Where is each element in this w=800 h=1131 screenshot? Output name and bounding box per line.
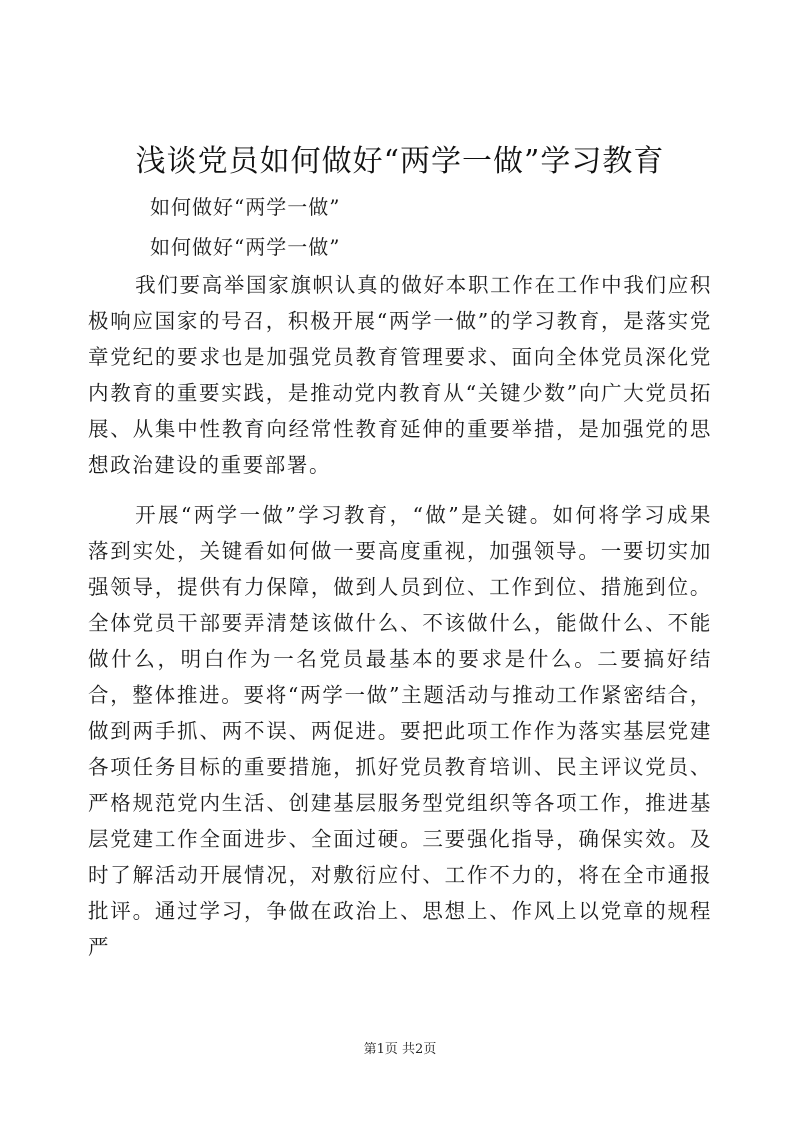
document-title: 浅谈党员如何做好“两学一做”学习教育: [135, 144, 665, 179]
page-footer: 第1页 共2页: [363, 1042, 437, 1057]
paragraph-2: 开展“两学一做”学习教育，“做”是关键。如何将学习成果落到实处，关键看如何做一要高度重视，加强领导。一要切实加强领导，提供有力保障，做到人员到位、工作到位、措施到位。全体党员干部要弄清楚该做什么、不该做什么，能做什么、不能做什么，明白作为一名党员最基本的要求是什么。二要搞好结合，整体推进。要将“两学一做”主题活动与推动工作紧密结合，做到两手抓、两不误、两促进。要把此项工作作为落实基层党建各项任务目标的重要措施，抓好党员教育培训、民主评议党员、严格规范党内生活、创建基层服务型党组织等各项工作，推进基层党建工作全面进步、全面过硬。三要强化指导，确保实效。及时了解活动开展情况，对敷衍应付、工作不力的，将在全市通报批评。通过学习，争做在政治上、思想上、作风上以党章的规程严: [88, 503, 712, 959]
document-body: [88, 267, 712, 979]
subheading-1: 如何做好“两学一做”: [150, 195, 341, 219]
subheading-2: 如何做好“两学一做”: [150, 235, 341, 259]
paragraph-1: 我们要高举国家旗帜认真的做好本职工作在工作中我们应积极响应国家的号召，积极开展“两学一做”的学习教育，是落实党章党纪的要求也是加强党员教育管理要求、面向全体党员深化党内教育的重要实践，是推动党内教育从“关键少数”向广大党员拓展、从集中性教育向经常性教育延伸的重要举措，是加强党的思想政治建设的重要部署。: [88, 273, 712, 477]
